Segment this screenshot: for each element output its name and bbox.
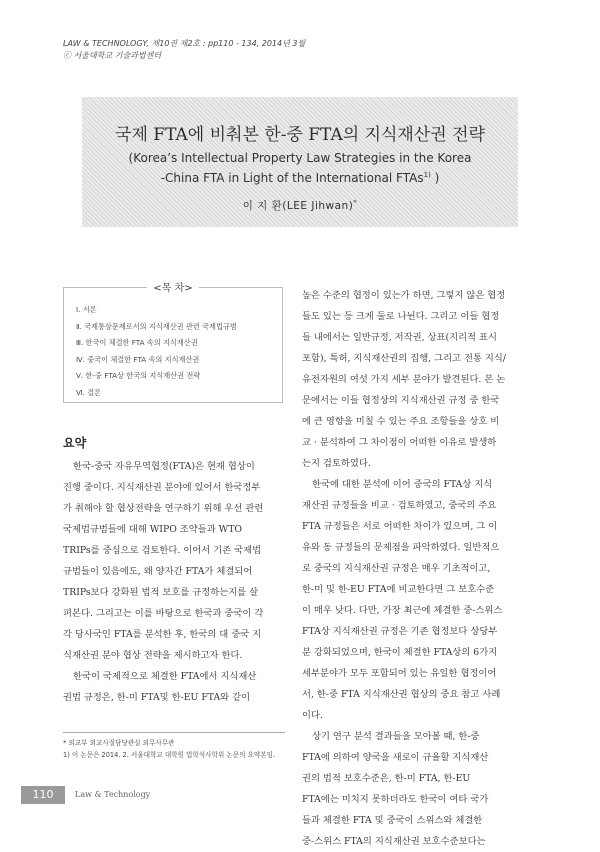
text-line: 세부분야가 모두 포함되어 있는 유일한 협정이어 <box>302 668 497 679</box>
text-line: 는지 검토하였다. <box>302 458 371 469</box>
text-line: 유와 동 규정들의 문제점을 파악하였다. 일반적으 <box>302 542 500 553</box>
journal-copyright-line: ⓒ 서울대학교 기술과법센터 <box>63 51 162 60</box>
text-line: 권법 규정은, 한-미 FTA및 한-EU FTA와 같이 <box>63 692 251 703</box>
toc-item: Ⅰ. 서론 <box>76 305 97 314</box>
page-number: 110 <box>21 786 65 804</box>
toc-title: <목 차> <box>63 279 283 294</box>
text-line: 들도 있는 등 크게 둘로 나뉜다. 그리고 이들 협정 <box>302 311 500 322</box>
text-line: 한국-중국 자유무역협정(FTA)은 현재 협상이 <box>73 461 255 472</box>
abstract-paragraph <box>302 726 524 852</box>
paper-title-english-close: ) <box>430 171 440 185</box>
text-line: 진행 중이다. 지식재산권 분야에 있어서 한국정부 <box>63 482 261 493</box>
text-line: 높은 수준의 협정이 있는가 하면, 그렇지 않은 협정 <box>302 290 506 301</box>
text-line: 식재산권 분야 협상 전략을 제시하고자 한다. <box>63 650 243 661</box>
text-line: 서, 한-중 FTA 지식재산권 협상의 중요 참고 사례 <box>302 689 501 700</box>
paper-title-korean: 국제 FTA에 비춰본 한-중 FTA의 지식재산권 전략 <box>115 125 485 145</box>
abstract-paragraph <box>302 474 524 726</box>
abstract-heading: 요약 <box>63 436 87 450</box>
text-line: TRIPs보다 강화된 법적 보호를 규정하는지를 살 <box>63 587 259 598</box>
text-line: 포함), 특허, 지식재산권의 집행, 그리고 전통 지식/ <box>302 353 506 364</box>
abstract-paragraph <box>63 456 285 666</box>
text-line: 교 · 분석하여 그 차이점이 어떠한 이유로 발생하 <box>302 437 497 448</box>
text-line: 각 당사국인 FTA를 분석한 후, 한국의 대 중국 지 <box>63 629 262 640</box>
text-line: 한국이 국제적으로 체결한 FTA에서 지식재산 <box>73 671 257 682</box>
footnote-author: * 외교부 외교사절담당관실 외무사무관 <box>63 739 175 747</box>
text-line: 이다. <box>302 710 323 721</box>
footnote-rule <box>63 732 285 733</box>
title-footnote-marker: 1) <box>423 171 431 179</box>
text-line: 에 큰 영향을 미칠 수 있는 주요 조항들을 상호 비 <box>302 416 500 427</box>
toc-item: Ⅱ. 국제통상문제로서의 지식재산권 관련 국제법규범 <box>76 321 237 331</box>
toc-item: Ⅵ. 결론 <box>76 387 102 397</box>
paper-title-english-line2 <box>82 171 518 185</box>
text-line: 이 매우 낮다. 다만, 가장 최근에 체결한 중-스위스 <box>302 605 503 616</box>
footnotes <box>63 737 275 761</box>
toc-item: Ⅳ. 중국이 체결한 FTA 속의 지식재산권 <box>76 354 200 364</box>
text-line: 한-미 및 한-EU FTA에 비교한다면 그 보호수준 <box>302 584 495 595</box>
paper-title-english-line1: (Korea’s Intellectual Property Law Strategies in the Korea <box>128 151 472 165</box>
text-line: TRIPs를 중심으로 검토한다. 이어서 기존 국제법 <box>63 545 262 556</box>
text-line: 유전자원의 여섯 가지 세부 분야가 발견된다. 본 논 <box>302 374 506 385</box>
text-line: 한국에 대한 분석에 이어 중국의 FTA상 지식 <box>312 479 493 490</box>
paper-title-english-text: -China FTA in Light of the International FTAs <box>160 171 424 185</box>
text-line: 펴본다. 그리고는 이를 바탕으로 한국과 중국이 각 <box>63 608 264 619</box>
author-name: 이 지 환(LEE Jihwan) <box>242 200 354 212</box>
text-line: FTA에 의하여 양국을 새로이 규율할 지식재산 <box>302 752 489 763</box>
right-column <box>302 285 524 852</box>
text-line: FTA상 지식재산권 규정은 기존 협정보다 상당부 <box>302 626 498 637</box>
text-line: 들 내에서는 일반규정, 저작권, 상표(지리적 표시 <box>302 332 497 343</box>
text-line: 로 중국의 지식재산권 규정은 매우 기초적이고, <box>302 563 491 574</box>
text-line: FTA에는 미치지 못하더라도 한국이 여타 국가 <box>302 794 489 805</box>
text-line: 상기 연구 분석 결과들을 모아볼 때, 한-중 <box>312 731 480 742</box>
text-line: 중-스위스 FTA의 지식재산권 보호수준보다는 <box>302 836 486 847</box>
author-line <box>82 198 518 213</box>
toc-item: Ⅴ. 한-중 FTA상 한국의 지식재산권 전략 <box>76 371 201 381</box>
text-line: 국제법규범들에 대해 WIPO 조약들과 WTO <box>63 524 243 535</box>
text-line: 권의 법적 보호수준은, 한-미 FTA, 한-EU <box>302 773 471 784</box>
toc-list <box>76 302 237 402</box>
text-line: 들과 체결한 FTA 및 중국이 스위스와 체결한 <box>302 815 483 826</box>
text-line: 가 취해야 할 협상전략을 연구하기 위해 우선 관련 <box>63 503 264 514</box>
journal-citation-line: LAW & TECHNOLOGY, 제10권 제2호 : pp110 - 134, 2014년 3월 <box>63 39 306 48</box>
journal-citation <box>63 38 305 62</box>
abstract-paragraph <box>63 666 285 708</box>
abstract-paragraph <box>302 285 524 474</box>
text-line: 재산권 규정들을 비교 · 검토하였고, 중국의 주요 <box>302 500 497 511</box>
footnote-1: 1) 이 논문은 2014. 2. 서울대학교 대학원 법학석사학위 논문의 요약본임. <box>63 751 276 759</box>
text-line: 문에서는 이들 협정상의 지식재산권 규정 중 한국 <box>302 395 500 406</box>
running-title: Law & Technology <box>75 790 151 799</box>
toc-item: Ⅲ. 한국이 체결한 FTA 속의 지식재산권 <box>76 338 198 348</box>
author-footnote-marker: * <box>353 198 358 207</box>
left-column <box>63 456 285 708</box>
text-line: 분 강화되었으며, 한국이 체결한 FTA상의 6가지 <box>302 647 498 658</box>
text-line: 규범들이 있음에도, 왜 양자간 FTA가 체결되어 <box>63 566 253 577</box>
text-line: FTA 규정들은 서로 어떠한 차이가 있으며, 그 이 <box>302 521 498 532</box>
